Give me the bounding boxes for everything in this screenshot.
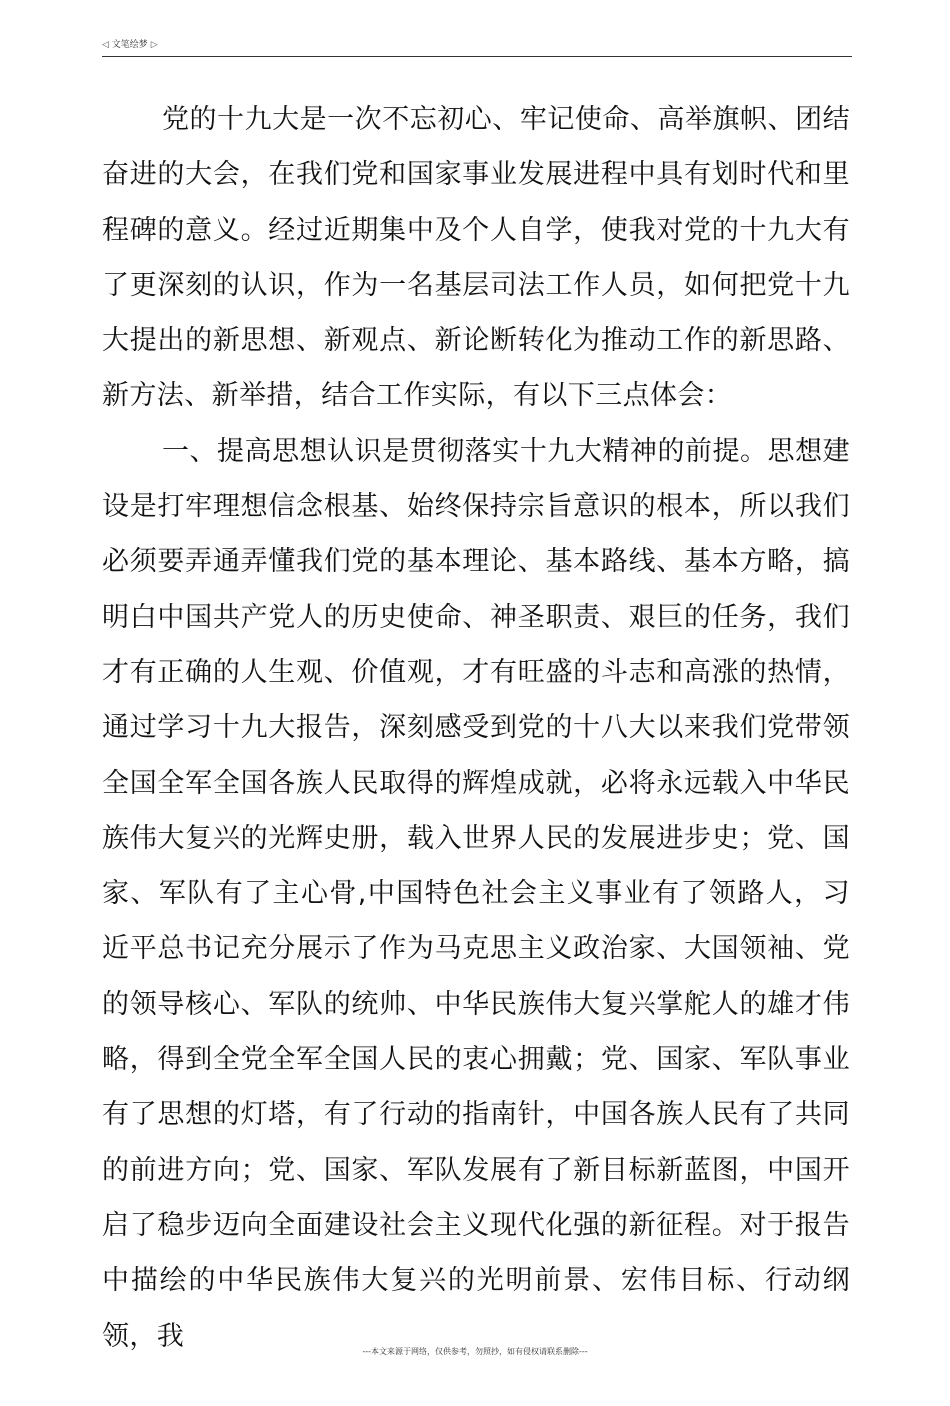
page-footer: ---本文来源于网络，仅供参考，勿照抄，如有侵权请联系删除--- bbox=[362, 1347, 588, 1356]
right-triangle-icon: ▷ bbox=[150, 40, 158, 50]
page-header bbox=[102, 38, 852, 57]
paragraph-intro: 党的十九大是一次不忘初心、牢记使命、高举旗帜、团结奋进的大会，在我们党和国家事业发展进程中具有划时代和里程碑的意义。经过近期集中及个人自学，使我对党的十九大有了更深刻的认识，作为一名基层司法工作人员，如何把党十九大提出的新思想、新观点、新论断转化为推动工作的新思路、新方法、新举措，结合工作实际，有以下三点体会： bbox=[102, 104, 850, 412]
left-triangle-icon: ◁ bbox=[102, 40, 109, 50]
header-title: 文笔绘梦 bbox=[111, 40, 148, 50]
document-body bbox=[102, 92, 850, 1364]
paragraph-point-one: 一、提高思想认识是贯彻落实十九大精神的前提。思想建设是打牢理想信念根基、始终保持宗旨意识的根本，所以我们必须要弄通弄懂我们党的基本理论、基本路线、基本方略，搞明白中国共产党人的历史使命、神圣职责、艰巨的任务，我们才有正确的人生观、价值观，才有旺盛的斗志和高涨的热情，通过学习十九大报告，深刻感受到党的十八大以来我们党带领全国全军全国各族人民取得的辉煌成就，必将永远载入中华民族伟大复兴的光辉史册，载入世界人民的发展进步史；党、国家、军队有了主心骨,中国特色社会主义事业有了领路人，习近平总书记充分展示了作为马克思主义政治家、大国领袖、党的领导核心、军队的统帅、中华民族伟大复兴掌舵人的雄才伟略，得到全党全军全国人民的衷心拥戴；党、国家、军队事业有了思想的灯塔，有了行动的指南针，中国各族人民有了共同的前进方向；党、国家、军队发展有了新目标新蓝图，中国开启了稳步迈向全面建设社会主义现代化强的新征程。对于报告中描绘的中华民族伟大复兴的光明前景、宏伟目标、行动纲领，我 bbox=[102, 435, 850, 1352]
